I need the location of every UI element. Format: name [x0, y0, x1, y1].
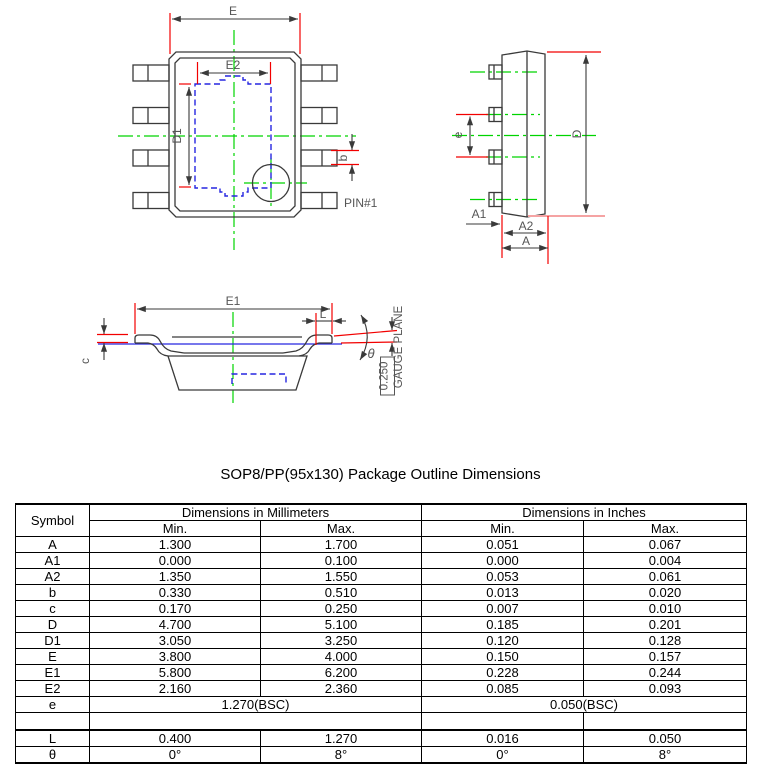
- table-row-e: [16, 697, 747, 713]
- symbol-cell: D: [16, 617, 90, 633]
- symbol-cell: A: [16, 537, 90, 553]
- value-cell: 0.510: [261, 585, 422, 601]
- value-cell: 0.050(BSC): [422, 697, 747, 713]
- table-row: [16, 569, 747, 585]
- dim-label-A2: A2: [518, 219, 534, 233]
- package-body: [489, 51, 545, 217]
- value-cell: 0.020: [584, 585, 747, 601]
- mm-max-header-cell: Max.: [261, 521, 422, 537]
- dim-E: [170, 4, 300, 54]
- value-cell: 1.350: [90, 569, 261, 585]
- value-cell: 5.800: [90, 665, 261, 681]
- dim-label-D: D: [570, 129, 584, 139]
- dim-label-L: L: [319, 307, 327, 321]
- dim-label-A1: A1: [471, 207, 487, 221]
- value-cell: 2.160: [90, 681, 261, 697]
- value-cell: 0.007: [422, 601, 584, 617]
- value-cell: 8°: [261, 747, 422, 764]
- value-cell: 0.228: [422, 665, 584, 681]
- value-cell: 8°: [584, 747, 747, 764]
- mm-min-header-cell: Min.: [90, 521, 261, 537]
- dim-label-E2: E2: [225, 58, 241, 72]
- value-cell: 3.050: [90, 633, 261, 649]
- dim-label-b: b: [336, 154, 350, 162]
- dim-label-e: e: [451, 131, 465, 139]
- page-title: SOP8/PP(95x130) Package Outline Dimensions: [220, 466, 541, 483]
- value-cell: 0.157: [584, 649, 747, 665]
- value-cell: 4.000: [261, 649, 422, 665]
- symbol-cell: A1: [16, 553, 90, 569]
- in-min-header-cell: Min.: [422, 521, 584, 537]
- symbol-cell: D1: [16, 633, 90, 649]
- dim-D: [528, 52, 605, 216]
- symbol-cell: θ: [16, 747, 90, 764]
- dim-label-E1: E1: [225, 294, 241, 308]
- value-cell: 0.244: [584, 665, 747, 681]
- value-cell: 1.300: [90, 537, 261, 553]
- value-cell: [584, 713, 747, 731]
- table-row: [16, 585, 747, 601]
- pins-left: [133, 65, 169, 209]
- table-subheader-row: [16, 521, 747, 537]
- dim-label-theta: θ: [367, 346, 375, 361]
- value-cell: 0.000: [422, 553, 584, 569]
- value-cell: 3.250: [261, 633, 422, 649]
- value-cell: 1.270(BSC): [90, 697, 422, 713]
- symbol-cell: e: [16, 697, 90, 713]
- top-view: [118, 4, 378, 250]
- value-cell: 0.067: [584, 537, 747, 553]
- value-cell: 0.185: [422, 617, 584, 633]
- symbol-cell: L: [16, 730, 90, 747]
- value-cell: 0.170: [90, 601, 261, 617]
- symbol-cell: c: [16, 601, 90, 617]
- dim-E2: [198, 58, 271, 84]
- table-row: [16, 649, 747, 665]
- dim-D1: [170, 84, 191, 187]
- value-cell: 0.050: [584, 730, 747, 747]
- dimensions-table: [15, 503, 747, 764]
- dim-theta-gauge: [334, 305, 405, 395]
- table-row-spacer: [16, 713, 747, 731]
- table-header-row: [16, 504, 747, 521]
- symbol-cell: b: [16, 585, 90, 601]
- value-cell: 1.270: [261, 730, 422, 747]
- value-cell: 0°: [90, 747, 261, 764]
- table-row: [16, 601, 747, 617]
- value-cell: 1.550: [261, 569, 422, 585]
- value-cell: 0.400: [90, 730, 261, 747]
- symbol-cell: E: [16, 649, 90, 665]
- dim-label-E: E: [228, 4, 238, 18]
- symbol-cell: [16, 713, 90, 731]
- symbol-cell: A2: [16, 569, 90, 585]
- value-cell: 0°: [422, 747, 584, 764]
- table-row: [16, 537, 747, 553]
- table-row: [16, 617, 747, 633]
- side-view: [451, 51, 605, 264]
- value-cell: 0.120: [422, 633, 584, 649]
- dim-label-A: A: [521, 234, 531, 248]
- value-cell: 0.010: [584, 601, 747, 617]
- symbol-cell: E2: [16, 681, 90, 697]
- dim-c: [78, 318, 128, 364]
- table-row: [16, 553, 747, 569]
- table-row-L: [16, 730, 747, 747]
- value-cell: [422, 713, 584, 731]
- value-cell: 0.000: [90, 553, 261, 569]
- in-group-header-cell: Dimensions in Inches: [422, 504, 747, 521]
- table-row: [16, 681, 747, 697]
- value-cell: 0.013: [422, 585, 584, 601]
- value-cell: 0.201: [584, 617, 747, 633]
- value-cell: 0.004: [584, 553, 747, 569]
- value-cell: 0.093: [584, 681, 747, 697]
- value-cell: 0.250: [261, 601, 422, 617]
- value-cell: 0.128: [584, 633, 747, 649]
- mm-group-header-cell: Dimensions in Millimeters: [90, 504, 422, 521]
- dim-label-D1: D1: [170, 128, 184, 144]
- value-cell: 0.330: [90, 585, 261, 601]
- symbol-cell: E1: [16, 665, 90, 681]
- dim-b: [331, 134, 359, 181]
- value-cell: 0.053: [422, 569, 584, 585]
- value-cell: 1.700: [261, 537, 422, 553]
- value-cell: 0.016: [422, 730, 584, 747]
- value-cell: 5.100: [261, 617, 422, 633]
- table-row: [16, 633, 747, 649]
- exposed-pad-mark: [232, 374, 286, 384]
- value-cell: 0.051: [422, 537, 584, 553]
- value-cell: 6.200: [261, 665, 422, 681]
- gauge-plane-label: GAUGE PLANE: [393, 305, 405, 389]
- value-cell: 0.150: [422, 649, 584, 665]
- value-cell: 4.700: [90, 617, 261, 633]
- value-cell: 0.061: [584, 569, 747, 585]
- dim-label-c: c: [78, 358, 92, 364]
- gauge-offset-value: 0.250: [378, 361, 391, 391]
- value-cell: 2.360: [261, 681, 422, 697]
- value-cell: 0.085: [422, 681, 584, 697]
- value-cell: 3.800: [90, 649, 261, 665]
- pins-right: [301, 65, 337, 209]
- table-row: [16, 665, 747, 681]
- pin1-label: PIN#1: [344, 196, 378, 210]
- symbol-header-cell: Symbol: [16, 504, 90, 537]
- value-cell: [90, 713, 422, 731]
- front-view: [78, 294, 405, 403]
- value-cell: 0.100: [261, 553, 422, 569]
- in-max-header-cell: Max.: [584, 521, 747, 537]
- table-row-theta: [16, 747, 747, 764]
